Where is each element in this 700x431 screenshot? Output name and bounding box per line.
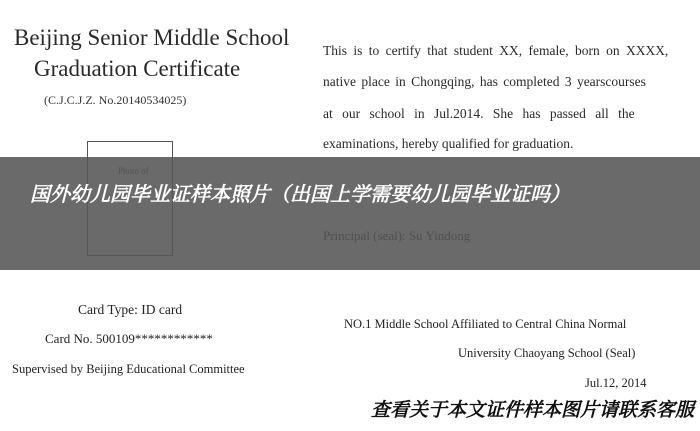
school-name-line1: NO.1 Middle School Affiliated to Central China Normal (344, 317, 627, 331)
supervised-by: Supervised by Beijing Educational Committee (12, 362, 245, 376)
issue-date: Jul.12, 2014 (585, 376, 647, 390)
banner-title: 国外幼儿园毕业证样本照片（出国上学需要幼儿园毕业证吗） (30, 182, 570, 206)
school-name-line2: University Chaoyang School (Seal) (458, 346, 636, 360)
title-banner (0, 157, 700, 270)
card-number: Card No. 500109************ (45, 331, 213, 346)
body-line-2: native place in Chongqing, has completed 3 yearscourses (323, 74, 646, 89)
certificate-number: (C.J.C.J.Z. No.20140534025) (44, 93, 187, 107)
card-type: Card Type: ID card (78, 302, 183, 317)
body-line-1: This is to certify that student XX, female, born on XXXX, (323, 43, 669, 58)
body-line-3: at our school in Jul.2014. She has passed all the (323, 106, 635, 121)
certificate-title-line2: Graduation Certificate (34, 56, 241, 81)
certificate-title-line1: Beijing Senior Middle School (14, 25, 290, 50)
contact-service-link[interactable]: 查看关于本文证件样本图片请联系客服 (370, 399, 694, 421)
body-line-4: examinations, hereby qualified for graduation. (323, 136, 574, 151)
